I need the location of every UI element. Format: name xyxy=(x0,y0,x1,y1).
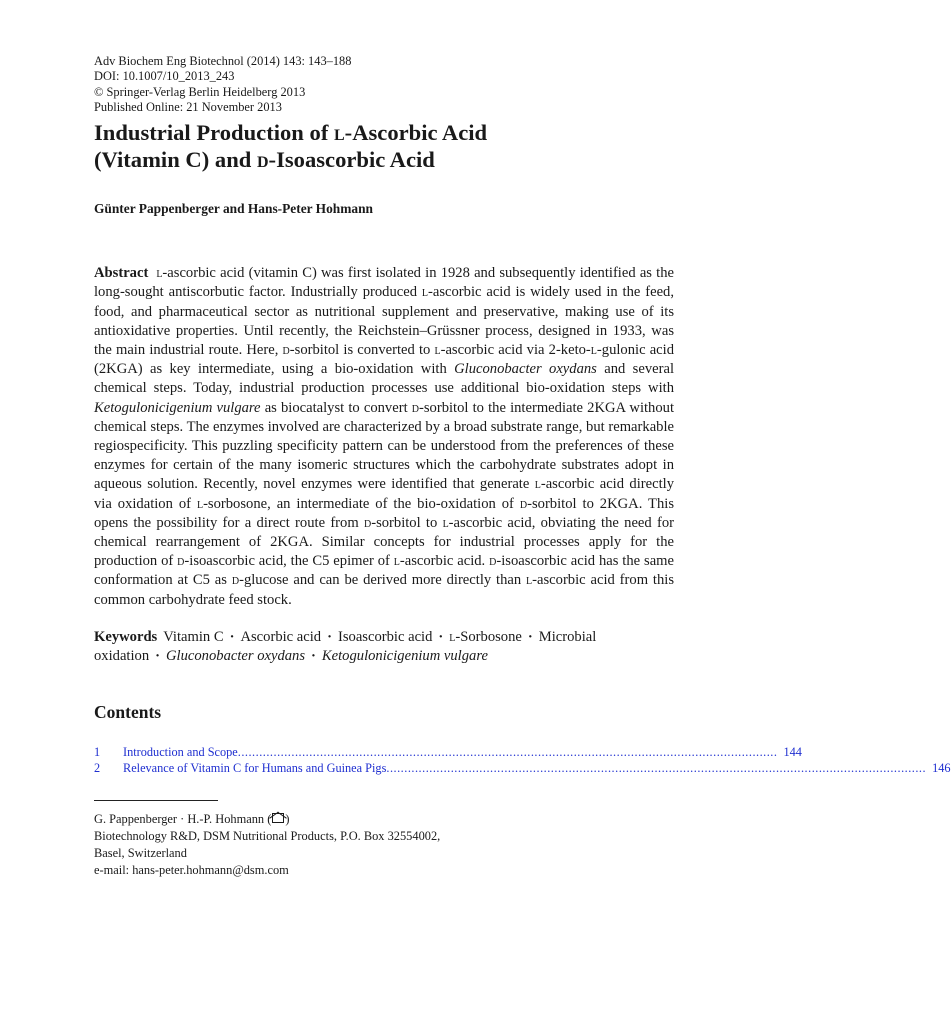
organism-name: Ketogulonicigenium vulgare xyxy=(94,399,261,416)
keyword: Gluconobacter oxydans xyxy=(166,648,306,665)
journal-citation: Adv Biochem Eng Biotechnol (2014) 143: 143–188 xyxy=(94,54,352,68)
toc-title[interactable]: Relevance of Vitamin C for Humans and Guinea Pigs xyxy=(123,760,387,775)
keyword: Ascorbic acid xyxy=(240,628,322,645)
contents-heading: Contents xyxy=(94,701,162,722)
toc-title[interactable]: Introduction and Scope xyxy=(123,744,238,759)
toc-page[interactable]: 144 xyxy=(783,744,802,759)
keywords-label: Keywords xyxy=(94,628,158,645)
keyword: Ketogulonicigenium vulgare xyxy=(321,648,488,665)
toc-entry-2[interactable] xyxy=(94,760,951,776)
table-of-contents xyxy=(94,744,951,776)
article-first-page xyxy=(94,54,951,879)
keywords xyxy=(94,628,674,667)
corresponding-email[interactable]: e-mail: hans-peter.hohmann@dsm.com xyxy=(94,862,289,877)
toc-leader: ....................................................................................................................................................... xyxy=(237,744,778,759)
toc-number: 2 xyxy=(94,760,101,775)
author-affiliation xyxy=(94,811,674,879)
toc-number: 1 xyxy=(94,744,101,759)
keyword-separator: · xyxy=(438,628,444,645)
keyword: Isoascorbic acid xyxy=(337,628,433,645)
keyword: Microbial oxidation xyxy=(94,628,597,665)
doi[interactable]: DOI: 10.1007/10_2013_243 xyxy=(94,69,235,84)
authors: Günter Pappenberger and Hans-Peter Hohmann xyxy=(94,201,373,217)
toc-leader: ....................................................................................................................................................... xyxy=(386,760,927,775)
affiliation-authors: G. Pappenberger · H.-P. Hohmann ( ) xyxy=(94,811,290,826)
keyword-separator: · xyxy=(311,648,316,665)
published-date: Published Online: 21 November 2013 xyxy=(94,99,282,114)
keyword-separator: · xyxy=(527,628,533,645)
abstract: Abstract l-ascorbic acid (vitamin C) was first isolated in 1928 and subsequently identified as the long-sought antiscorbutic factor. Industrially produced l-ascorbic acid is widely used in the feed, food, and pharmaceutical sector as nutritional supplement and preservative, making use of its antioxidative properties. Until recently, the Reichstein–Grüssner process, designed in 1933, was the main industrial route. Here, d-sorbitol is converted to l-ascorbic acid via 2-keto-l-gulonic acid (2KGA) as key intermediate, using a bio-oxidation with Gluconobacter oxydans and several chemical steps. Today, industrial production processes use additional bio-oxidation steps with Ketogulonicigenium vulgare as biocatalyst to convert d-sorbitol to the intermediate 2KGA without chemical steps. The enzymes involved are characterized by a broad substrate range, but remarkable regiospecificity. This puzzling specificity pattern can be understood from the preferences of these enzymes for certain of the many isomeric structures which the carbohydrate substrates adopt in aqueous solution. Recently, novel enzymes were identified that generate l-ascorbic acid directly via oxidation of l-sorbosone, an intermediate of the bio-oxidation of d-sorbitol to 2KGA. This opens the possibility for a direct route from d-sorbitol to l-ascorbic acid, obviating the need for chemical rearrangement of 2KGA. Similar concepts for industrial processes apply for the production of d-isoascorbic acid, the C5 epimer of l-ascorbic acid. d-isoascorbic acid has the same conformation at C5 as d-glucose and can be derived more directly than l-ascorbic acid from this common carbohydrate feed stock. xyxy=(94,265,675,608)
toc-page[interactable]: 146 xyxy=(932,760,951,775)
article-metadata xyxy=(94,54,674,115)
envelope-icon xyxy=(272,813,284,823)
footnote-divider xyxy=(94,800,218,801)
affiliation-location: Basel, Switzerland xyxy=(94,845,187,860)
keyword-separator: · xyxy=(327,628,332,645)
toc-entry-1[interactable] xyxy=(94,744,802,760)
keyword-separator: · xyxy=(229,628,235,645)
copyright: © Springer-Verlag Berlin Heidelberg 2013 xyxy=(94,84,306,99)
affiliation-department: Biotechnology R&D, DSM Nutritional Products, P.O. Box 32554002, xyxy=(94,828,441,843)
organism-name: Gluconobacter oxydans xyxy=(454,361,597,378)
keyword: l-Sorbosone xyxy=(449,628,522,645)
abstract-label: Abstract xyxy=(94,265,149,282)
keyword: Vitamin C xyxy=(163,628,224,645)
keyword-separator: · xyxy=(155,648,161,665)
article-title: Industrial Production of l-Ascorbic Acid (Vitamin C) and d-Isoascorbic Acid xyxy=(94,120,488,173)
